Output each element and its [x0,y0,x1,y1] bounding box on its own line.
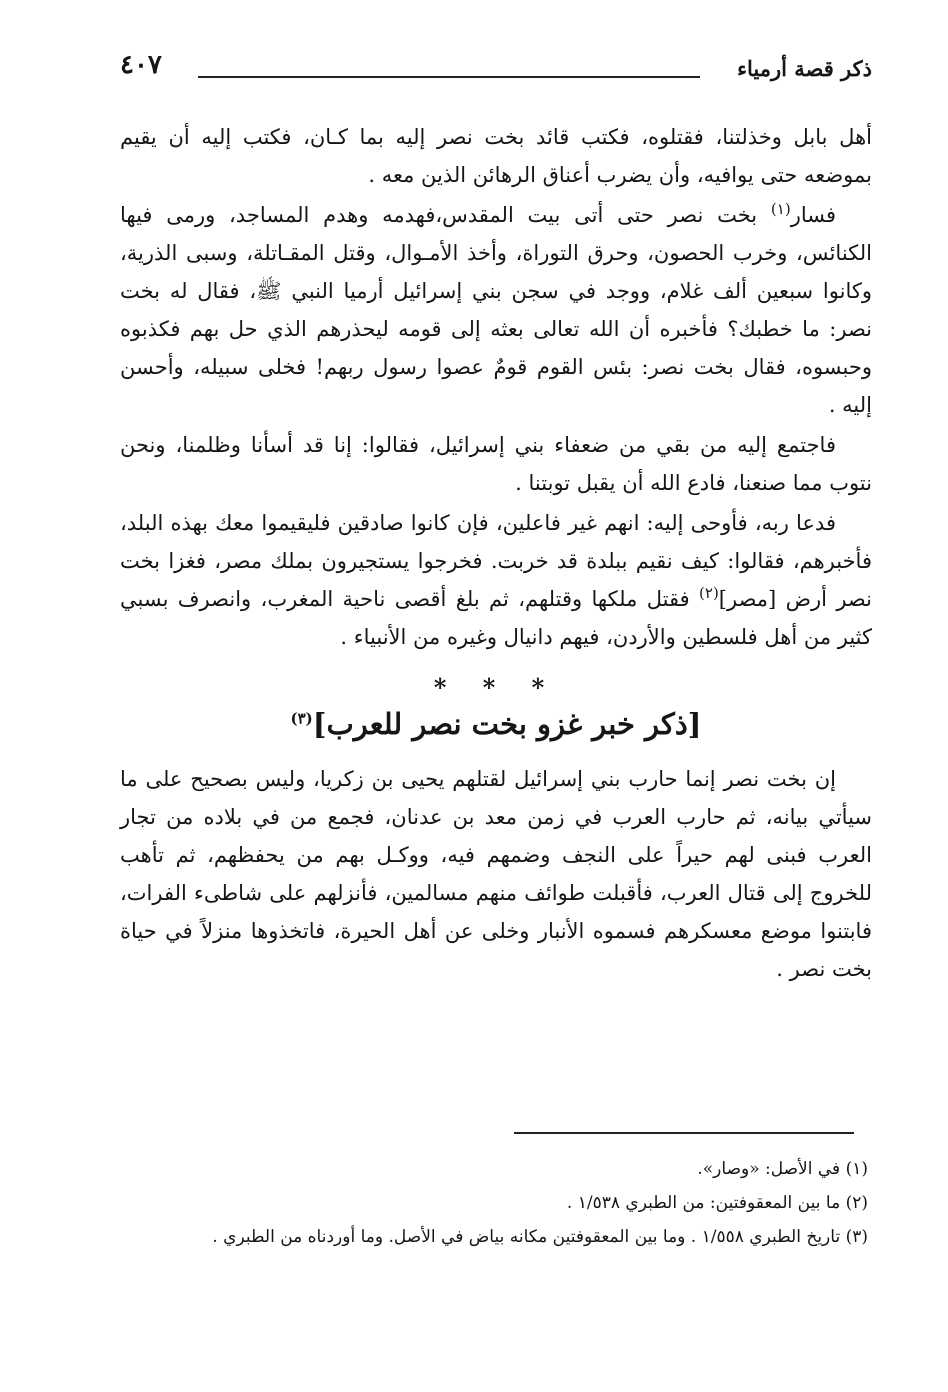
footnote-1: (١) في الأصل: «وصار». [697,1159,868,1179]
paragraph-2-text: بخت نصر حتى أتى بيت المقدس،فهدمه وهدم المساجد، ورمى فيها الكنائس، وخرب الحصون، وحرق التوراة، وأخذ الأمـوال، وقتل المقـاتلة، وسبى الذرية، وكانوا سبعين ألف غلام، ووجد في سجن بني إسرائيل أرميا النبي ﷺ، فقال له بخت نصر: ما خطبك؟ فأخبره أن الله تعالى بعثه إلى قومه ليحذرهم الذي حل بهم فكذبوه وحبسوه، فقال بخت نصر: بئس القوم قومٌ عصوا رسول ربهم! فخلى سبيله، وأحسن إليه . [120,203,872,417]
page-header [120,50,872,94]
section-separator: * * * [433,673,559,702]
main-text [120,118,872,990]
paragraph-3: فاجتمع إليه من بقي من ضعفاء بني إسرائيل، فقالوا: إنا قد أسأنا وظلمنا، ونحن نتوب مما صنعنا، فادع الله أن يقبل توبتنا . [120,433,872,495]
section-heading-text: [ذكر خبر غزو بخت نصر للعرب] [312,707,702,741]
paragraph-5: إن بخت نصر إنما حارب بني إسرائيل لقتلهم يحيى بن زكريا، وليس بصحيح على ما سيأتي بيانه، ثم حارب العرب في زمن معد بن عدنان، فجمع من في بلاده من تجار العرب فبنى لهم حيراً على النجف وضمهم فيه، ووكـل بهم من يحفظهم، ثم تأهب للخروج إلى قتال العرب، فأقبلت طوائف منهم مسالمين، فأنزلهم على شاطىء الفرات، فابتنوا موضع معسكرهم فسموه الأنبار وخلى عن أهل الحيرة، فاتخذوها منزلاً في حياة بخت نصر . [120,767,872,981]
paragraph-4-continuation: فقتل ملكها وقتلهم، ثم بلغ أقصى ناحية المغرب، وانصرف بسبي كثير من أهل فلسطين والأردن، فيهم دانيال وغيره من الأنبياء . [120,587,872,649]
header-rule [198,76,700,78]
paragraph-2-lead: فسار [790,203,836,227]
footnotes [108,1152,868,1254]
paragraph-4 [120,504,872,656]
paragraph-1: أهل بابل وخذلتنا، فقتلوه، فكتب قائد بخت نصر إليه بما كـان، فكتب إليه أن يقيم بموضعه حتى يوافيه، وأن يضرب أعناق الرهائن الذين معه . [120,125,872,187]
footnote-ref-2: (٢) [699,584,719,602]
bracketed-word: [مصر] [718,587,777,611]
footnote-2: (٢) ما بين المعقوفتين: من الطبري ١/٥٣٨ . [566,1193,868,1213]
paragraph-2 [120,196,872,424]
section-heading [120,700,872,748]
footnote-ref-1: (١) [770,200,791,218]
running-title: ذكر قصة أرمياء [737,56,872,81]
footnote-3: (٣) تاريخ الطبري ١/٥٥٨ . وما بين المعقوفتين مكانه بياض في الأصل. وما أوردناه من الطبري . [212,1227,868,1247]
footnote-rule [514,1132,854,1134]
paragraph-4-text: فدعا ربه، فأوحى إليه: انهم غير فاعلين، فإن كانوا صادقين فليقيموا معك بهذه البلد، فأخبرهم، فقالوا: كيف نقيم ببلدة قد خربت. فخرجوا يستجيرون بملك مصر، فغزا بخت نصر أرض [120,511,872,611]
page-number: ٤٠٧ [120,50,162,80]
footnote-ref-3: (٣) [290,709,313,728]
